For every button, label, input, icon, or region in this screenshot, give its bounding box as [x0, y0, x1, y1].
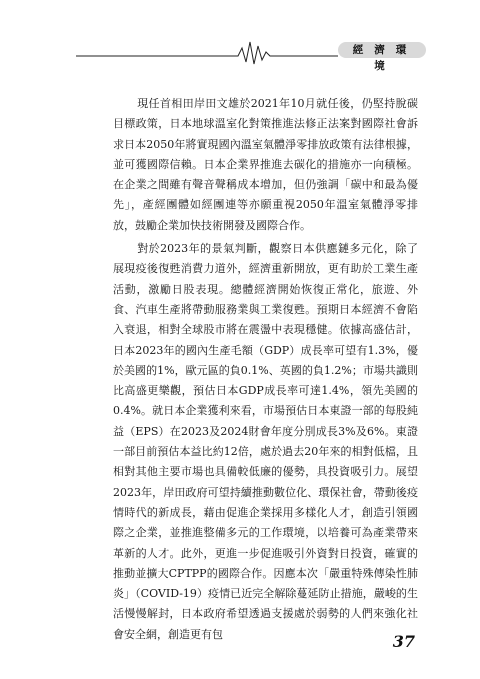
page-number: 37 [392, 632, 415, 651]
paragraph-2: 對於2023年的景氣判斷，觀察日本供應鏈多元化，除了展現疫後復甦消費力道外，經濟重新開放，更有助於工業生產活動，激勵日股表現。總體經濟開始恢復正常化，旅遊、外食、汽車生產將帶動服務業與工業復甦。預期日本經濟不會陷入衰退，相對全球股市將在震盪中表現穩健。依據高盛估計，日本2023年的國內生產毛額（GDP）成長率可望有1.3%，優於美國的1%，歐元區的負0.1%、英國的負1.2%；市場共識則比高盛更樂觀，預估日本GDP成長率可達1.4%，領先美國的0.4%。就日本企業獲利來看，市場預估日本東證一部的每股純益（EPS）在2023及2024財會年度分別成長3%及6%。東證一部目前預估本益比約12倍，處於過去20年來的相對低檔，且相對其他主要市場也具備較低廉的優勢，具投資吸引力。展望2023年，岸田政府可望持續推動數位化、環保社會，帶動後疫情時代的新成長，藉由促進企業採用多樣化人才，創造引領國際之企業，並推進整備多元的工作環境，以培養可為產業帶來革新的人才。此外，更進一步促進吸引外資對日投資，確實的推動並擴大CPTPP的國際合作。因應本次「嚴重特殊傳染性肺炎」（COVID-19）疫情已近完全解除蔓延防止措施，嚴峻的生活慢慢解封，日本政府希望透過支援處於弱勢的人們來強化社會安全網，創造更有包 [113, 242, 418, 641]
section-title: 經濟環境 [338, 42, 426, 58]
heartbeat-line-icon [76, 38, 338, 66]
paragraph-1: 現任首相田岸田文雄於2021年10月就任後，仍堅持脫碳目標政策，日本地球溫室化對策推進法修正法案對國際社會訴求日本2050年將實現國內溫室氣體淨零排放政策有法律根據，並可獲國際信賴。日本企業界推進去碳化的措施亦一向積極。在企業之間雖有聲音聲稱成本增加，但仍強調「碳中和最為優先」，產經團體如經團連等亦願重視2050年溫室氣體淨零排放，鼓勵企業加快技術開發及國際合作。 [113, 97, 418, 232]
body-text [113, 94, 418, 648]
page-header [76, 38, 426, 72]
